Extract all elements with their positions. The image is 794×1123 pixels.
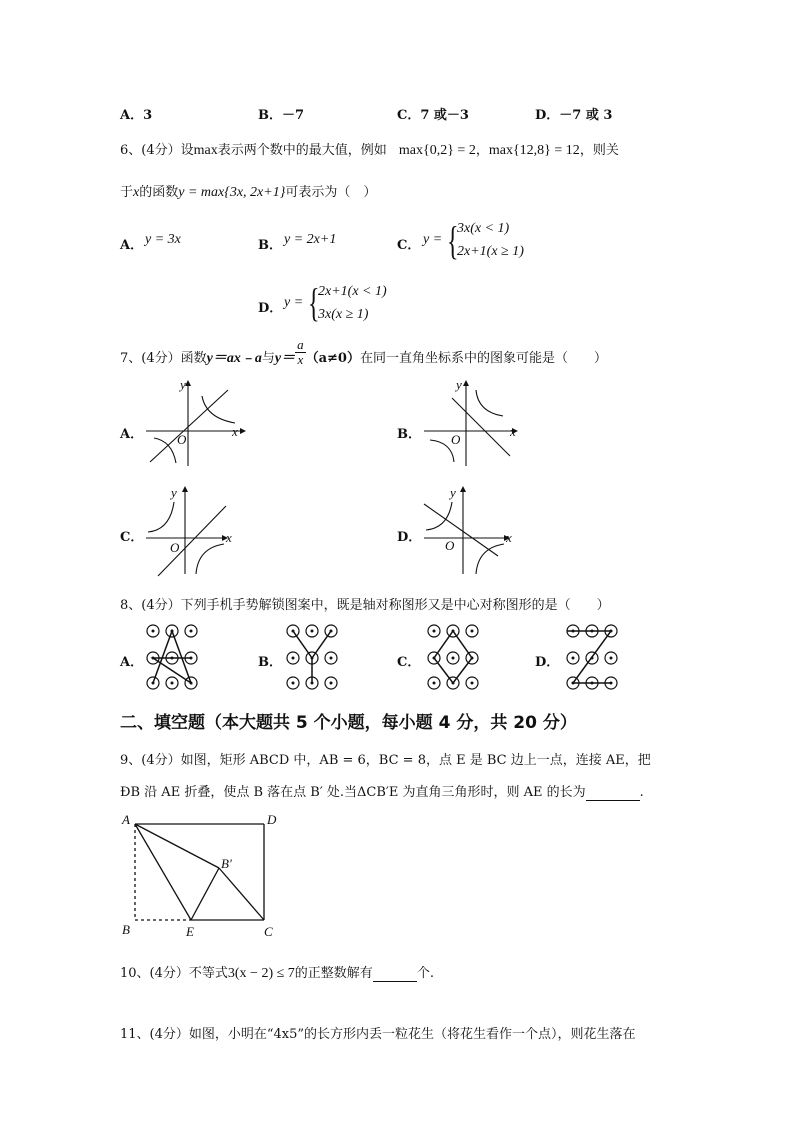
q6-option-d-row2: 3x(x ≥ 1) (318, 307, 369, 322)
svg-text:y: y (450, 485, 456, 500)
q7-graph-d (418, 484, 528, 579)
svg-text:O: O (451, 432, 461, 447)
q7-question: 7、(4分）函数y＝ax﹣a与y＝ $\frac{a}{x}$ （a≠0）在同一直角坐标系中的图象可能是（ ） (120, 337, 607, 367)
svg-text:D: D (267, 812, 277, 827)
svg-text:O: O (445, 538, 455, 553)
svg-text:B: B (122, 922, 130, 937)
svg-text:y: y (171, 485, 177, 500)
q8-option-a-label: A． (120, 655, 144, 670)
q6-line2: 于x的函数y = max{3x, 2x+1}可表示为（ ） (120, 185, 377, 200)
q7-option-c-label: C． (120, 530, 144, 545)
q6-option-d-brace: { (308, 280, 320, 325)
q6-option-a: y = 3x (145, 232, 181, 247)
q8-option-d-label: D． (535, 655, 560, 670)
q6-option-d-y: y = (284, 295, 304, 310)
svg-text:x: x (506, 530, 512, 545)
q6-option-c-row2: 2x+1(x ≥ 1) (457, 244, 524, 259)
svg-text:C: C (264, 924, 273, 939)
q9-line2: ÐB 沿 AE 折叠，使点 B 落在点 B′ 处.当ΔCB′E 为直角三角形时，则 AE 的长为 . (120, 785, 644, 800)
q8-pattern-d (564, 622, 620, 690)
q6-option-b: y = 2x+1 (284, 232, 337, 247)
q6-option-c-label: C． (397, 238, 421, 253)
q7-option-d-label: D． (397, 530, 422, 545)
q6-option-a-label: A． (120, 238, 144, 253)
axis-x-label: x (232, 424, 238, 439)
q6-option-c-row1: 3x(x < 1) (457, 221, 510, 236)
svg-text:B′: B′ (221, 856, 232, 871)
q6-option-d-label: D． (258, 301, 283, 316)
q8-option-b-label: B． (258, 655, 282, 670)
q7-graph-c (140, 484, 250, 579)
q6-line1: 6、(4分）设max表示两个数中的最大值，例如 max{0,2} = 2，max{12,8} = 12，则关 (120, 143, 619, 158)
q5-option-a: A．3 (120, 108, 153, 123)
q9-rectangle-figure (118, 812, 288, 940)
q8-pattern-c (425, 622, 481, 690)
q8-pattern-a (144, 622, 200, 690)
q10-question: 10、(4分）不等式3(x − 2) ≤ 7的正整数解有 个. (120, 966, 434, 981)
section-heading: 二、填空题（本大题共 5 个小题，每小题 4 分，共 20 分） (120, 713, 577, 733)
q6-option-c-brace: { (447, 218, 459, 263)
origin-label: O (177, 432, 187, 447)
svg-text:x: x (510, 424, 516, 439)
q6-option-d-row1: 2x+1(x < 1) (318, 284, 387, 299)
q5-option-c: C．7 或－3 (397, 108, 469, 123)
q6-option-c-y: y = (423, 232, 443, 247)
q6-option-b-label: B． (258, 238, 282, 253)
svg-text:O: O (170, 540, 180, 555)
q8-pattern-b (284, 622, 340, 690)
q5-option-d: D．－7 或 3 (535, 108, 613, 123)
axis-y-label: y (180, 377, 186, 392)
svg-text:y: y (456, 377, 462, 392)
q8-option-c-label: C． (397, 655, 421, 670)
q5-option-b: B．－7 (258, 108, 305, 123)
q8-question: 8、(4分）下列手机手势解锁图案中，既是轴对称图形又是中心对称图形的是（ ） (120, 598, 610, 613)
svg-text:x: x (226, 530, 232, 545)
svg-text:E: E (186, 924, 194, 939)
q7-option-a-label: A． (120, 427, 144, 442)
q7-graph-a (140, 378, 250, 468)
svg-text:A: A (122, 812, 130, 827)
q7-option-b-label: B． (397, 427, 421, 442)
q9-line1: 9、(4分）如图，矩形 ABCD 中，AB = 6，BC = 8，点 E 是 BC 边上一点，连接 AE，把 (120, 753, 651, 768)
q7-graph-b (418, 378, 528, 468)
q11-question: 11、(4分）如图，小明在“4x5”的长方形内丢一粒花生（将花生看作一个点），则花生落在 (120, 1027, 636, 1042)
